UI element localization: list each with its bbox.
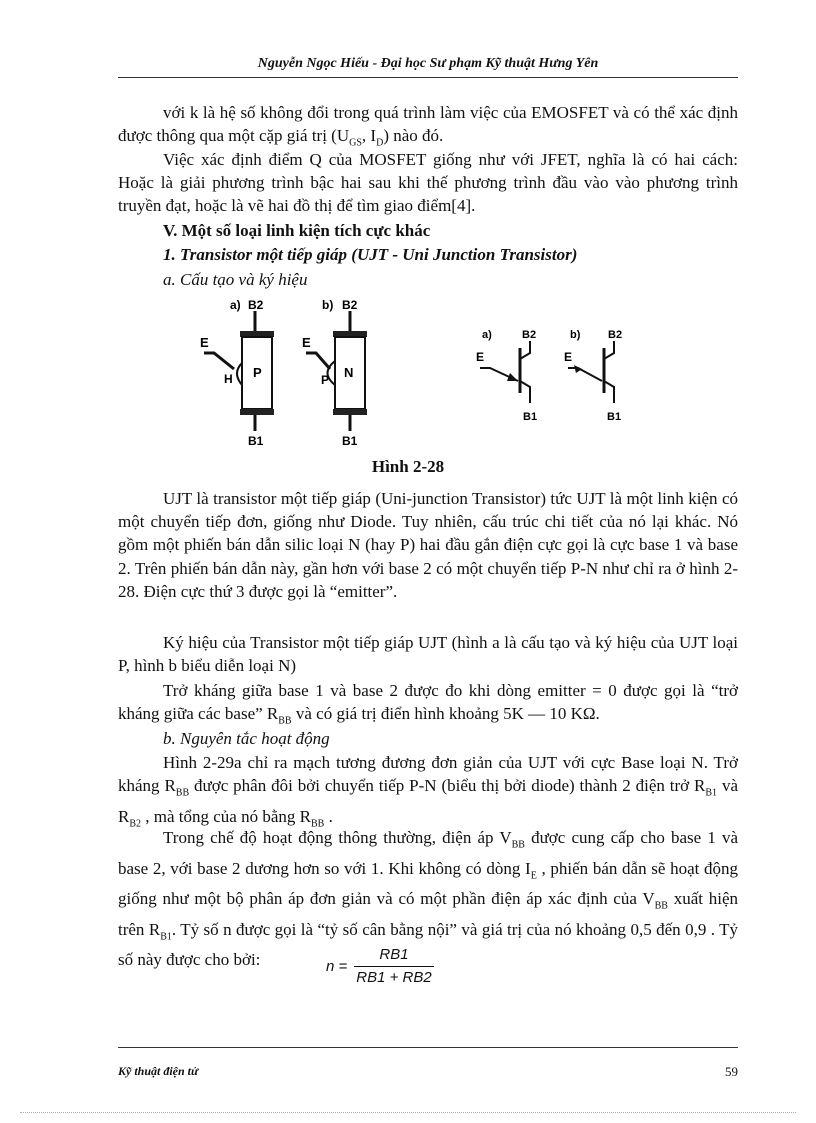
label-b: b) — [322, 298, 334, 312]
label-e-a: E — [200, 335, 209, 350]
page-number: 59 — [725, 1064, 738, 1079]
footer-title: Kỹ thuật điện tử — [118, 1064, 199, 1078]
label-b2-b: B2 — [342, 298, 358, 312]
svg-text:B2: B2 — [608, 329, 623, 341]
formula-numerator: RB1 — [354, 946, 434, 967]
subheading-structure: a. Cấu tạo và ký hiệu — [163, 270, 308, 289]
ujt-figure — [190, 293, 640, 451]
paragraph-q-point: Việc xác định điểm Q của MOSFET giống như với JFET, nghĩa là có hai cách: Hoặc là giải phương trình bậc hai sau khi thế phương trình đầu vào vào phương trình truyền đạt, hoặc là vẽ hai đồ thị để tìm giao điểm[4]. — [118, 150, 738, 216]
ujt-structure-b — [302, 298, 367, 448]
label-a: a) — [230, 298, 241, 312]
label-p-b: P — [321, 373, 330, 387]
svg-text:B1: B1 — [523, 411, 538, 423]
ujt-symbol-a — [476, 329, 537, 423]
footer-divider — [118, 1047, 738, 1048]
label-h: H — [224, 372, 233, 386]
paragraph-symbol: Ký hiệu của Transistor một tiếp giáp UJT (hình a là cấu tạo và ký hiệu của UJT loại P, hình b biểu diễn loại N) — [118, 633, 738, 676]
paragraph-resistance: Trở kháng giữa base 1 và base 2 được đo khi dòng emitter = 0 được gọi là “trở kháng giữa các base” $R_{BB}$ và có giá trị điển hình khoảng 5K — 10 KΩ. — [118, 681, 738, 727]
formula-denominator: RB1 + RB2 — [356, 969, 432, 986]
svg-text:E: E — [476, 350, 485, 364]
svg-text:B1: B1 — [607, 411, 622, 423]
ujt-symbol-b — [564, 329, 622, 423]
label-b1-b: B1 — [342, 434, 358, 448]
paragraph-emosfet: với k là hệ số không đổi trong quá trình làm việc của EMOSFET và có thể xác định được thông qua một cặp giá trị ($U_{GS}$, $I_D$) nào đó. — [118, 103, 738, 149]
formula-lhs: n = — [326, 958, 348, 975]
label-b1-a: B1 — [248, 434, 264, 448]
label-e-b: E — [302, 335, 311, 350]
section-heading: V. Một số loại linh kiện tích cực khác — [163, 221, 431, 240]
ratio-formula — [326, 946, 466, 992]
paragraph-normal-operation: Trong chế độ hoạt động thông thường, điện áp $V_{BB}$ được cung cấp cho base 1 và base 2, với base 2 dương hơn so với 1. Khi không có dòng $I_E$ , phiến bán dẫn sẽ hoạt động giống như một bộ phân áp đơn giản và có một phần điện áp xác định của $V_{BB}$ xuất hiện trên $R_{B1}$. Tỷ số n được gọi là “tỷ số cân bằng nội” và giá trị của nó khoảng 0,5 đến 0,9 . Tỷ số này được cho bởi: — [118, 828, 738, 970]
page-header: Nguyễn Ngọc Hiếu - Đại học Sư phạm Kỹ thuật Hưng Yên — [118, 55, 738, 78]
svg-text:a): a) — [482, 329, 492, 341]
svg-text:b): b) — [570, 329, 581, 341]
paragraph-ujt-intro: UJT là transistor một tiếp giáp (Uni-junction Transistor) tức UJT là một linh kiện có một chuyển tiếp đơn, giống như Diode. Tuy nhiên, cấu trúc chi tiết của nó lại khác. Nó gồm một phiến bán dẫn silic loại N (hay P) hai đầu gắn điện cực gọi là cực base 1 và base 2. Trên phiến bán dẫn này, gần hơn với base 2 có một chuyển tiếp P-N như chỉ ra ở hình 2-28. Điện cực thứ 3 được gọi là “emitter”. — [118, 489, 738, 601]
figure-caption: Hình 2-28 — [371, 457, 445, 476]
svg-text:E: E — [564, 350, 573, 364]
svg-text:B2: B2 — [522, 329, 537, 341]
subsection-heading-ujt: 1. Transistor một tiếp giáp (UJT - Uni Junction Transistor) — [163, 245, 578, 264]
label-b2-a: B2 — [248, 298, 264, 312]
page-bottom-edge — [20, 1112, 796, 1113]
subheading-operation: b. Nguyên tắc hoạt động — [163, 729, 330, 748]
label-n: N — [344, 365, 354, 380]
formula-fraction — [354, 946, 434, 989]
label-p: P — [253, 365, 262, 380]
paragraph-equivalent-circuit: Hình 2-29a chỉ ra mạch tương đương đơn giản của UJT với cực Base loại N. Trở kháng $R_{BB}$ được phân đôi bởi chuyển tiếp P-N (biểu thị bởi diode) thành 2 điện trở $R_{B1}$ và $R_{B2}$ , mà tổng của nó bằng $R_{BB}$ . — [118, 753, 739, 830]
ujt-structure-a — [200, 298, 274, 448]
